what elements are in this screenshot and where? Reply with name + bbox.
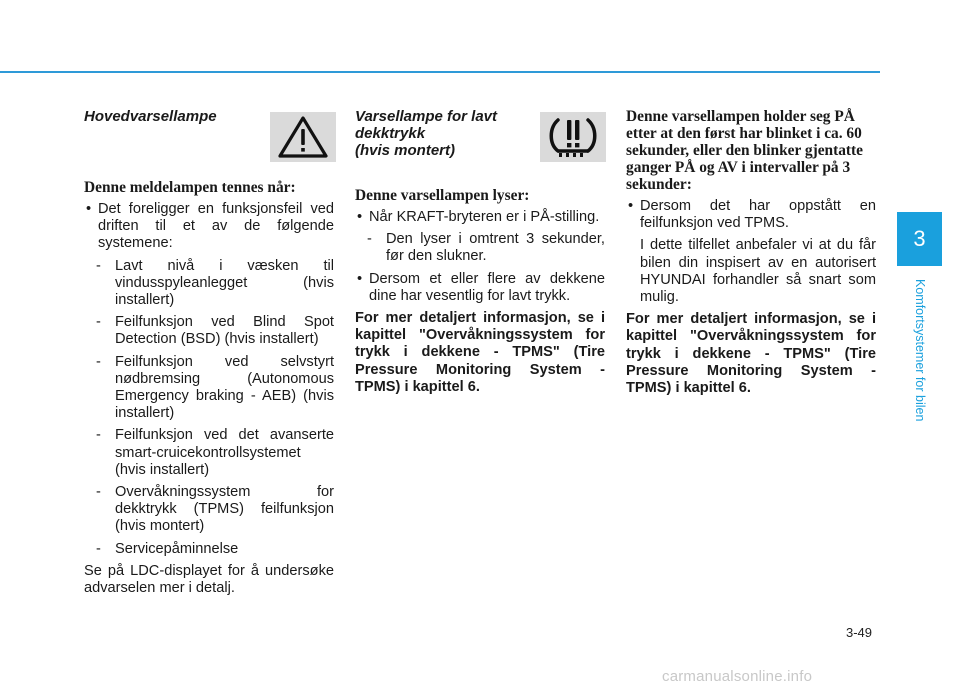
tpms-malfunction-bullet: • Dersom det har oppstått en feilfunksjon ved TPMS. bbox=[626, 198, 876, 232]
list-item: - Den lyser i omtrent 3 sekunder, før den slukner. bbox=[367, 231, 605, 265]
list-item: - Servicepåminnelse bbox=[96, 540, 239, 557]
tpms-bullet-power: • Når KRAFT-bryteren er i PÅ-stilling. bbox=[355, 209, 605, 226]
main-warning-closing: Se på LDC-displayet for å undersøke advarselen mer i detalj. bbox=[84, 562, 334, 597]
main-warning-heading: Hovedvarsellampe bbox=[84, 108, 217, 125]
list-item: - Lavt nivå i væsken til vindusspyleanlegget (hvis installert) bbox=[96, 257, 334, 309]
tpms-heading: Varsellampe for lavt dekktrykk (hvis montert) bbox=[355, 108, 498, 159]
page-number: 3-49 bbox=[846, 625, 873, 640]
tpms-subheading: Denne varsellampen lyser: bbox=[355, 187, 530, 204]
chapter-side-label: Komfortsystemer for bilen bbox=[913, 278, 927, 422]
list-item: - Overvåkningssystem for dekktrykk (TPMS) feilfunksjon (hvis montert) bbox=[96, 484, 334, 535]
tire-pressure-icon bbox=[540, 112, 606, 162]
list-item: - Feilfunksjon ved selvstyrt nødbremsing (Autonomous Emergency braking - AEB) (hvis installert) bbox=[96, 353, 334, 422]
column-tpms-malfunction bbox=[626, 108, 876, 397]
tpms-malfunction-reference-note: For mer detaljert informasjon, se i kapittel "Overvåkningssystem for trykk i dekkene - TPMS" (Tire Pressure Monitoring System - TPMS) i kapittel 6. bbox=[626, 311, 876, 397]
list-item: - Feilfunksjon ved Blind Spot Detection (BSD) (hvis installert) bbox=[96, 314, 334, 348]
tpms-bullet-tires: • Dersom et eller flere av dekkene dine har vesentlig for lavt trykk. bbox=[355, 271, 605, 305]
tpms-reference-note: For mer detaljert informasjon, se i kapittel "Overvåkningssystem for trykk i dekkene - TPMS" (Tire Pressure Monitoring System - TPMS) i kapittel 6. bbox=[355, 310, 605, 395]
tpms-malfunction-advice: I dette tilfellet anbefaler vi at du får bilen din inspisert av en autorisert HYUNDAI forhandler så snart som mulig. bbox=[640, 237, 876, 306]
list-item: - Feilfunksjon ved det avanserte smart-cruicekontrollsystemet (hvis installert) bbox=[96, 427, 334, 478]
watermark: carmanualsonline.info bbox=[662, 668, 813, 685]
main-warning-subheading: Denne meldelampen tennes når: bbox=[84, 179, 296, 196]
tpms-malfunction-heading: Denne varsellampen holder seg PÅ etter at den først har blinket i ca. 60 sekunder, eller den blinker gjentatte ganger PÅ og AV i intervaller på 3 sekunder: bbox=[626, 108, 863, 193]
warning-triangle-icon bbox=[270, 112, 336, 162]
top-divider bbox=[0, 71, 880, 73]
column-main-warning bbox=[84, 108, 334, 597]
main-warning-bullet: • Det foreligger en funksjonsfeil ved driften til et av de følgende systemene: bbox=[84, 201, 334, 253]
chapter-tab: 3 bbox=[897, 212, 942, 266]
